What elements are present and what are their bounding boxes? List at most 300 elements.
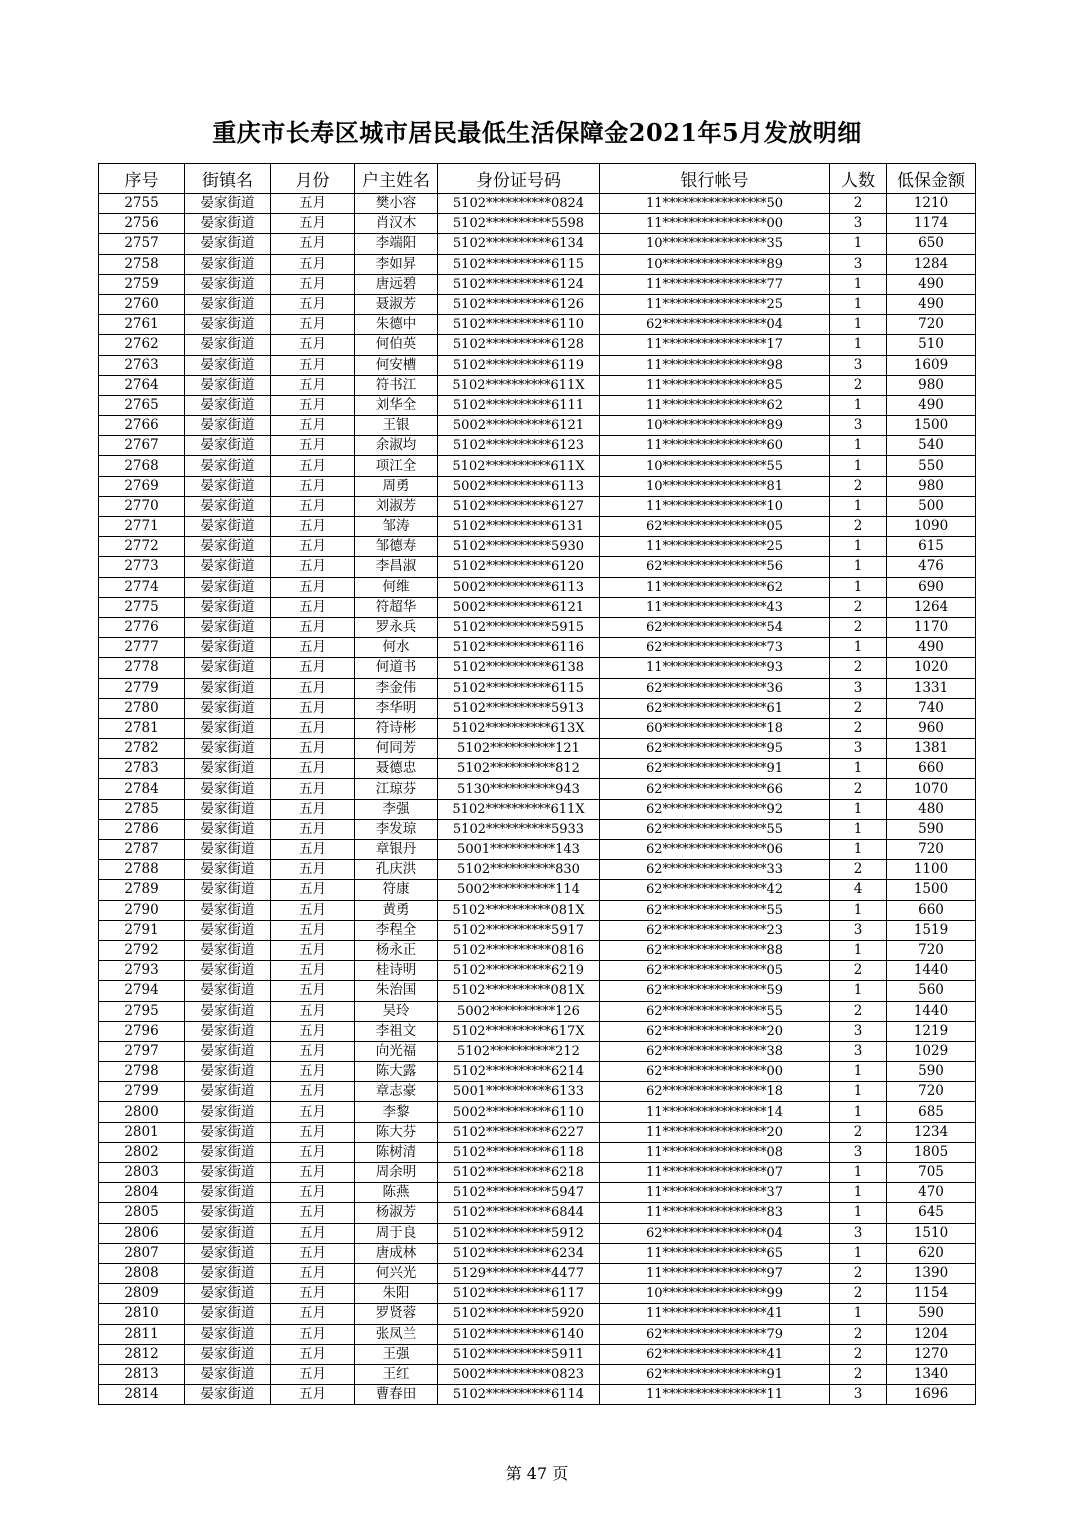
amount-cell: 705: [887, 1163, 976, 1183]
id-number-cell: 5102**********0824: [438, 194, 600, 214]
persons-cell: 2: [830, 658, 887, 678]
month-cell: 五月: [271, 900, 355, 920]
persons-cell: 1: [830, 900, 887, 920]
month-cell: 五月: [271, 557, 355, 577]
persons-cell: 1: [830, 395, 887, 415]
table-row: [99, 1062, 976, 1082]
id-number-cell: 5102**********5920: [438, 1304, 600, 1324]
month-cell: 五月: [271, 1102, 355, 1122]
amount-cell: 1174: [887, 214, 976, 234]
householder-cell: 李金伟: [355, 678, 438, 698]
table-row: [99, 234, 976, 254]
bank-account-cell: 62****************55: [600, 1001, 830, 1021]
table-row: [99, 476, 976, 496]
bank-account-cell: 11****************08: [600, 1142, 830, 1162]
id-number-cell: 5102**********6118: [438, 1142, 600, 1162]
table-row: [99, 254, 976, 274]
month-cell: 五月: [271, 1142, 355, 1162]
serial-cell: 2778: [99, 658, 185, 678]
serial-cell: 2781: [99, 718, 185, 738]
householder-cell: 肖汉木: [355, 214, 438, 234]
header-amount: 低保金额: [887, 164, 976, 194]
id-number-cell: 5102**********6126: [438, 294, 600, 314]
table-row: [99, 678, 976, 698]
persons-cell: 2: [830, 476, 887, 496]
street-cell: 晏家街道: [185, 698, 271, 718]
householder-cell: 朱治国: [355, 981, 438, 1001]
month-cell: 五月: [271, 920, 355, 940]
street-cell: 晏家街道: [185, 1183, 271, 1203]
householder-cell: 符诗彬: [355, 718, 438, 738]
month-cell: 五月: [271, 274, 355, 294]
amount-cell: 1510: [887, 1223, 976, 1243]
id-number-cell: 5102**********212: [438, 1041, 600, 1061]
month-cell: 五月: [271, 214, 355, 234]
persons-cell: 1: [830, 1102, 887, 1122]
amount-cell: 615: [887, 537, 976, 557]
serial-cell: 2776: [99, 617, 185, 637]
month-cell: 五月: [271, 1324, 355, 1344]
table-row: [99, 1324, 976, 1344]
id-number-cell: 5002**********6113: [438, 577, 600, 597]
bank-account-cell: 11****************37: [600, 1183, 830, 1203]
table-row: [99, 617, 976, 637]
amount-cell: 480: [887, 799, 976, 819]
street-cell: 晏家街道: [185, 1344, 271, 1364]
serial-cell: 2795: [99, 1001, 185, 1021]
amount-cell: 490: [887, 294, 976, 314]
street-cell: 晏家街道: [185, 940, 271, 960]
persons-cell: 2: [830, 1284, 887, 1304]
page-number: 第 47 页: [505, 1464, 569, 1483]
householder-cell: 何水: [355, 638, 438, 658]
street-cell: 晏家街道: [185, 658, 271, 678]
id-number-cell: 5102**********6115: [438, 678, 600, 698]
street-cell: 晏家街道: [185, 981, 271, 1001]
month-cell: 五月: [271, 577, 355, 597]
street-cell: 晏家街道: [185, 718, 271, 738]
persons-cell: 3: [830, 355, 887, 375]
street-cell: 晏家街道: [185, 315, 271, 335]
serial-cell: 2785: [99, 799, 185, 819]
householder-cell: 陈大芬: [355, 1122, 438, 1142]
serial-cell: 2783: [99, 759, 185, 779]
id-number-cell: 5102**********6134: [438, 234, 600, 254]
table-row: [99, 739, 976, 759]
serial-cell: 2807: [99, 1243, 185, 1263]
id-number-cell: 5102**********5930: [438, 537, 600, 557]
householder-cell: 李祖文: [355, 1021, 438, 1041]
persons-cell: 2: [830, 860, 887, 880]
bank-account-cell: 62****************55: [600, 819, 830, 839]
serial-cell: 2784: [99, 779, 185, 799]
householder-cell: 樊小容: [355, 194, 438, 214]
table-row: [99, 194, 976, 214]
householder-cell: 唐远碧: [355, 274, 438, 294]
month-cell: 五月: [271, 395, 355, 415]
month-cell: 五月: [271, 1263, 355, 1283]
amount-cell: 1805: [887, 1142, 976, 1162]
serial-cell: 2780: [99, 698, 185, 718]
persons-cell: 2: [830, 1001, 887, 1021]
householder-cell: 何道书: [355, 658, 438, 678]
id-number-cell: 5102**********5917: [438, 920, 600, 940]
id-number-cell: 5102**********121: [438, 739, 600, 759]
amount-cell: 1284: [887, 254, 976, 274]
table-row: [99, 517, 976, 537]
amount-cell: 490: [887, 274, 976, 294]
month-cell: 五月: [271, 1001, 355, 1021]
table-row: [99, 880, 976, 900]
householder-cell: 杨永正: [355, 940, 438, 960]
householder-cell: 周勇: [355, 476, 438, 496]
serial-cell: 2767: [99, 436, 185, 456]
id-number-cell: 5102**********6114: [438, 1385, 600, 1405]
bank-account-cell: 62****************05: [600, 517, 830, 537]
table-row: [99, 496, 976, 516]
amount-cell: 1519: [887, 920, 976, 940]
persons-cell: 1: [830, 981, 887, 1001]
householder-cell: 杨淑芳: [355, 1203, 438, 1223]
persons-cell: 1: [830, 1243, 887, 1263]
month-cell: 五月: [271, 739, 355, 759]
table-row: [99, 840, 976, 860]
month-cell: 五月: [271, 294, 355, 314]
serial-cell: 2771: [99, 517, 185, 537]
amount-cell: 685: [887, 1102, 976, 1122]
table-row: [99, 1122, 976, 1142]
table-row: [99, 1142, 976, 1162]
persons-cell: 1: [830, 234, 887, 254]
bank-account-cell: 11****************07: [600, 1163, 830, 1183]
street-cell: 晏家街道: [185, 961, 271, 981]
street-cell: 晏家街道: [185, 1203, 271, 1223]
month-cell: 五月: [271, 194, 355, 214]
month-cell: 五月: [271, 617, 355, 637]
bank-account-cell: 62****************54: [600, 617, 830, 637]
amount-cell: 476: [887, 557, 976, 577]
serial-cell: 2764: [99, 375, 185, 395]
serial-cell: 2809: [99, 1284, 185, 1304]
householder-cell: 唐成林: [355, 1243, 438, 1263]
table-row: [99, 698, 976, 718]
amount-cell: 490: [887, 638, 976, 658]
serial-cell: 2765: [99, 395, 185, 415]
serial-cell: 2811: [99, 1324, 185, 1344]
id-number-cell: 5102**********6131: [438, 517, 600, 537]
householder-cell: 何同芳: [355, 739, 438, 759]
table-row: [99, 1284, 976, 1304]
id-number-cell: 5102**********6110: [438, 315, 600, 335]
serial-cell: 2769: [99, 476, 185, 496]
householder-cell: 罗贤蓉: [355, 1304, 438, 1324]
serial-cell: 2806: [99, 1223, 185, 1243]
id-number-cell: 5002**********6113: [438, 476, 600, 496]
month-cell: 五月: [271, 940, 355, 960]
bank-account-cell: 11****************98: [600, 355, 830, 375]
id-number-cell: 5102**********611X: [438, 375, 600, 395]
persons-cell: 2: [830, 617, 887, 637]
persons-cell: 1: [830, 1062, 887, 1082]
bank-account-cell: 62****************42: [600, 880, 830, 900]
street-cell: 晏家街道: [185, 1041, 271, 1061]
serial-cell: 2770: [99, 496, 185, 516]
street-cell: 晏家街道: [185, 1163, 271, 1183]
month-cell: 五月: [271, 1082, 355, 1102]
householder-cell: 向光福: [355, 1041, 438, 1061]
id-number-cell: 5102**********6116: [438, 638, 600, 658]
street-cell: 晏家街道: [185, 678, 271, 698]
id-number-cell: 5102**********6128: [438, 335, 600, 355]
serial-cell: 2803: [99, 1163, 185, 1183]
street-cell: 晏家街道: [185, 1223, 271, 1243]
bank-account-cell: 11****************85: [600, 375, 830, 395]
householder-cell: 朱阳: [355, 1284, 438, 1304]
amount-cell: 490: [887, 395, 976, 415]
table-row: [99, 416, 976, 436]
id-number-cell: 5102**********611X: [438, 799, 600, 819]
amount-cell: 1500: [887, 416, 976, 436]
householder-cell: 李如昇: [355, 254, 438, 274]
id-number-cell: 5102**********6119: [438, 355, 600, 375]
table-row: [99, 940, 976, 960]
persons-cell: 1: [830, 1203, 887, 1223]
id-number-cell: 5102**********5947: [438, 1183, 600, 1203]
table-row: [99, 597, 976, 617]
table-row: [99, 1183, 976, 1203]
householder-cell: 何兴光: [355, 1263, 438, 1283]
table-row: [99, 1082, 976, 1102]
id-number-cell: 5102**********6124: [438, 274, 600, 294]
amount-cell: 1219: [887, 1021, 976, 1041]
id-number-cell: 5001**********143: [438, 840, 600, 860]
month-cell: 五月: [271, 1122, 355, 1142]
persons-cell: 1: [830, 840, 887, 860]
bank-account-cell: 62****************41: [600, 1344, 830, 1364]
householder-cell: 刘华全: [355, 395, 438, 415]
householder-cell: 章银丹: [355, 840, 438, 860]
month-cell: 五月: [271, 880, 355, 900]
table-row: [99, 456, 976, 476]
header-persons: 人数: [830, 164, 887, 194]
id-number-cell: 5130**********943: [438, 779, 600, 799]
id-number-cell: 5102**********5911: [438, 1344, 600, 1364]
id-number-cell: 5102**********6123: [438, 436, 600, 456]
householder-cell: 符超华: [355, 597, 438, 617]
householder-cell: 张凤兰: [355, 1324, 438, 1344]
persons-cell: 2: [830, 1324, 887, 1344]
street-cell: 晏家街道: [185, 234, 271, 254]
persons-cell: 4: [830, 880, 887, 900]
bank-account-cell: 10****************99: [600, 1284, 830, 1304]
householder-cell: 陈大露: [355, 1062, 438, 1082]
bank-account-cell: 11****************97: [600, 1263, 830, 1283]
id-number-cell: 5102**********6115: [438, 254, 600, 274]
householder-cell: 王银: [355, 416, 438, 436]
serial-cell: 2758: [99, 254, 185, 274]
persons-cell: 1: [830, 335, 887, 355]
amount-cell: 1609: [887, 355, 976, 375]
bank-account-cell: 62****************04: [600, 315, 830, 335]
id-number-cell: 5102**********6111: [438, 395, 600, 415]
bank-account-cell: 11****************65: [600, 1243, 830, 1263]
street-cell: 晏家街道: [185, 900, 271, 920]
bank-account-cell: 62****************91: [600, 1364, 830, 1384]
persons-cell: 3: [830, 1223, 887, 1243]
bank-account-cell: 10****************35: [600, 234, 830, 254]
street-cell: 晏家街道: [185, 1082, 271, 1102]
amount-cell: 1270: [887, 1344, 976, 1364]
householder-cell: 李强: [355, 799, 438, 819]
amount-cell: 500: [887, 496, 976, 516]
bank-account-cell: 10****************55: [600, 456, 830, 476]
serial-cell: 2789: [99, 880, 185, 900]
serial-cell: 2792: [99, 940, 185, 960]
bank-account-cell: 11****************25: [600, 537, 830, 557]
id-number-cell: 5102**********6117: [438, 1284, 600, 1304]
persons-cell: 2: [830, 597, 887, 617]
persons-cell: 3: [830, 678, 887, 698]
month-cell: 五月: [271, 1364, 355, 1384]
householder-cell: 聂德忠: [355, 759, 438, 779]
bank-account-cell: 10****************81: [600, 476, 830, 496]
street-cell: 晏家街道: [185, 517, 271, 537]
id-number-cell: 5001**********6133: [438, 1082, 600, 1102]
serial-cell: 2756: [99, 214, 185, 234]
householder-cell: 章志豪: [355, 1082, 438, 1102]
persons-cell: 2: [830, 779, 887, 799]
householder-cell: 符康: [355, 880, 438, 900]
table-row: [99, 799, 976, 819]
amount-cell: 1381: [887, 739, 976, 759]
householder-cell: 何伯英: [355, 335, 438, 355]
table-row: [99, 355, 976, 375]
street-cell: 晏家街道: [185, 375, 271, 395]
street-cell: 晏家街道: [185, 1142, 271, 1162]
street-cell: 晏家街道: [185, 617, 271, 637]
table-body: [99, 194, 976, 1405]
persons-cell: 1: [830, 496, 887, 516]
serial-cell: 2791: [99, 920, 185, 940]
amount-cell: 470: [887, 1183, 976, 1203]
table-row: [99, 294, 976, 314]
persons-cell: 1: [830, 315, 887, 335]
bank-account-cell: 62****************59: [600, 981, 830, 1001]
serial-cell: 2782: [99, 739, 185, 759]
street-cell: 晏家街道: [185, 557, 271, 577]
serial-cell: 2777: [99, 638, 185, 658]
serial-cell: 2810: [99, 1304, 185, 1324]
month-cell: 五月: [271, 1385, 355, 1405]
amount-cell: 590: [887, 819, 976, 839]
table-row: [99, 1344, 976, 1364]
header-month: 月份: [271, 164, 355, 194]
street-cell: 晏家街道: [185, 1263, 271, 1283]
id-number-cell: 5102**********617X: [438, 1021, 600, 1041]
table-row: [99, 1385, 976, 1405]
serial-cell: 2775: [99, 597, 185, 617]
householder-cell: 邹涛: [355, 517, 438, 537]
bank-account-cell: 11****************00: [600, 214, 830, 234]
persons-cell: 1: [830, 456, 887, 476]
id-number-cell: 5102**********6120: [438, 557, 600, 577]
persons-cell: 1: [830, 1183, 887, 1203]
bank-account-cell: 11****************43: [600, 597, 830, 617]
householder-cell: 周余明: [355, 1163, 438, 1183]
id-number-cell: 5102**********5915: [438, 617, 600, 637]
table-row: [99, 315, 976, 335]
month-cell: 五月: [271, 496, 355, 516]
bank-account-cell: 10****************89: [600, 254, 830, 274]
id-number-cell: 5102**********5933: [438, 819, 600, 839]
month-cell: 五月: [271, 1243, 355, 1263]
street-cell: 晏家街道: [185, 335, 271, 355]
street-cell: 晏家街道: [185, 1304, 271, 1324]
bank-account-cell: 62****************20: [600, 1021, 830, 1041]
street-cell: 晏家街道: [185, 436, 271, 456]
bank-account-cell: 11****************10: [600, 496, 830, 516]
id-number-cell: 5102**********812: [438, 759, 600, 779]
month-cell: 五月: [271, 779, 355, 799]
table-row: [99, 961, 976, 981]
street-cell: 晏家街道: [185, 537, 271, 557]
bank-account-cell: 62****************38: [600, 1041, 830, 1061]
bank-account-cell: 11****************11: [600, 1385, 830, 1405]
serial-cell: 2772: [99, 537, 185, 557]
persons-cell: 3: [830, 1021, 887, 1041]
bank-account-cell: 62****************73: [600, 638, 830, 658]
header-street: 街镇名: [185, 164, 271, 194]
amount-cell: 645: [887, 1203, 976, 1223]
bank-account-cell: 11****************83: [600, 1203, 830, 1223]
month-cell: 五月: [271, 1284, 355, 1304]
householder-cell: 李华明: [355, 698, 438, 718]
table-row: [99, 638, 976, 658]
persons-cell: 3: [830, 214, 887, 234]
householder-cell: 陈燕: [355, 1183, 438, 1203]
amount-cell: 620: [887, 1243, 976, 1263]
serial-cell: 2759: [99, 274, 185, 294]
street-cell: 晏家街道: [185, 1021, 271, 1041]
id-number-cell: 5002**********6121: [438, 597, 600, 617]
id-number-cell: 5102**********6234: [438, 1243, 600, 1263]
householder-cell: 聂淑芳: [355, 294, 438, 314]
street-cell: 晏家街道: [185, 476, 271, 496]
month-cell: 五月: [271, 1223, 355, 1243]
table-row: [99, 375, 976, 395]
month-cell: 五月: [271, 335, 355, 355]
persons-cell: 3: [830, 1142, 887, 1162]
persons-cell: 1: [830, 436, 887, 456]
amount-cell: 740: [887, 698, 976, 718]
bank-account-cell: 62****************18: [600, 1082, 830, 1102]
street-cell: 晏家街道: [185, 638, 271, 658]
id-number-cell: 5102**********5913: [438, 698, 600, 718]
serial-cell: 2786: [99, 819, 185, 839]
bank-account-cell: 11****************25: [600, 294, 830, 314]
persons-cell: 3: [830, 1041, 887, 1061]
serial-cell: 2757: [99, 234, 185, 254]
amount-cell: 980: [887, 476, 976, 496]
street-cell: 晏家街道: [185, 1001, 271, 1021]
table-row: [99, 1364, 976, 1384]
bank-account-cell: 62****************55: [600, 900, 830, 920]
householder-cell: 项江全: [355, 456, 438, 476]
table-row: [99, 658, 976, 678]
street-cell: 晏家街道: [185, 840, 271, 860]
table-row: [99, 395, 976, 415]
bank-account-cell: 11****************62: [600, 577, 830, 597]
